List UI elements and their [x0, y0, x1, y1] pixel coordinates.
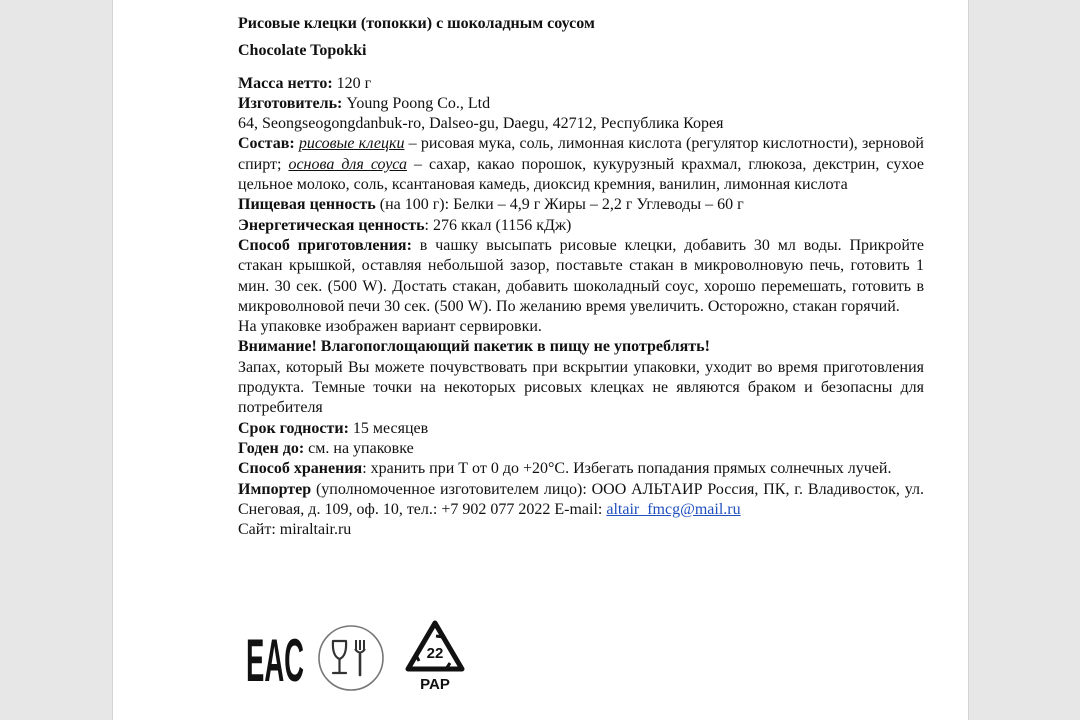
composition-part1-label: рисовые клецки	[298, 135, 405, 153]
storage	[238, 459, 924, 479]
warning	[238, 337, 924, 357]
shelf-life-label: Срок годности:	[238, 419, 349, 437]
product-subtitle: Chocolate Topokki	[238, 42, 367, 60]
energy-text: : 276 ккал (1156 кДж)	[424, 216, 572, 234]
manufacturer-address: 64, Seongseogongdanbuk-ro, Dalseo-gu, Daegu, 42712, Республика Корея	[238, 115, 724, 133]
shelf-life	[238, 419, 924, 439]
preparation-label: Способ приготовления:	[238, 236, 412, 254]
recycle-number: 22	[426, 645, 444, 662]
nutrition-label: Пищевая ценность	[238, 196, 376, 214]
recycle-pap-icon	[402, 617, 468, 693]
storage-text: : хранить при Т от 0 до +20°C. Избегать попадания прямых солнечных лучей.	[362, 460, 892, 478]
preparation-text: в чашку высыпать рисовые клецки, добавить 30 мл воды. Прикройте стакан крышкой, оставляя небольшой зазор, поставьте стакан в микроволновую печь, готовить 1 мин. 30 сек. (500 W). Достать стакан, добавить шоколадный соус, хорошо перемешать, готовить в микроволновой печи 30 сек. (500 W). По желанию время увеличить. Осторожно, стакан горячий.	[238, 236, 925, 315]
document-text	[238, 14, 924, 540]
net-mass-value: 120 г	[336, 74, 372, 92]
nutrition-text: (на 100 г): Белки – 4,9 г Жиры – 2,2 г Углеводы – 60 г	[375, 196, 744, 214]
site: Сайт: miraltair.ru	[238, 521, 352, 539]
importer	[238, 480, 924, 521]
composition-label: Состав:	[238, 135, 295, 153]
best-before	[238, 439, 924, 459]
importer-text: (уполномоченное изготовителем лицо): ООО АЛЬТАИР Россия, ПК, г. Владивосток, ул. Снеговая, д. 109, оф. 10, тел.: +7 902 077 2022 E-mail:	[238, 480, 924, 518]
composition-part2-text: – сахар, какао порошок, кукурузный крахмал, глюкоза, декстрин, сухое цельное молоко, соль, ксантановая камедь, диоксид кремния, ванилин, лимонная кислота	[238, 155, 925, 194]
composition-part2-label: основа для соуса	[288, 155, 407, 173]
eac-icon	[244, 623, 306, 694]
manufacturer-label: Изготовитель:	[238, 94, 343, 112]
certification-icons	[238, 621, 478, 701]
best-before-label: Годен до:	[238, 439, 305, 457]
net-mass	[238, 74, 924, 94]
net-mass-label: Масса нетто:	[238, 74, 333, 92]
warning-text: Внимание! Влагопоглощающий пакетик в пищу не употреблять!	[238, 338, 710, 356]
smell-note: Запах, который Вы можете почувствовать при вскрытии упаковки, уходит во время приготовления продукта. Темные точки на некоторых рисовых клецках не являются браком и безопасны для потребителя	[238, 358, 924, 417]
document-page	[112, 0, 969, 720]
composition	[238, 134, 924, 195]
eac-icon-text: EAC	[246, 627, 304, 694]
food-safe-icon	[316, 623, 386, 693]
energy	[238, 216, 924, 236]
nutrition	[238, 195, 924, 215]
storage-label: Способ хранения	[238, 460, 363, 478]
preparation	[238, 236, 924, 317]
importer-label: Импортер	[238, 480, 312, 498]
manufacturer-name: Young Poong Co., Ltd	[346, 94, 491, 112]
serving-note: На упаковке изображен вариант сервировки.	[238, 318, 542, 336]
product-title: Рисовые клецки (топокки) с шоколадным соусом	[238, 15, 595, 32]
best-before-value: см. на упаковке	[304, 439, 414, 457]
composition-part1-text: – рисовая мука, соль, лимонная кислота (регулятор кислотности), зерновой спирт;	[238, 135, 924, 173]
energy-label: Энергетическая ценность	[238, 216, 425, 234]
recycle-code: PAP	[420, 676, 450, 693]
shelf-life-value: 15 месяцев	[348, 419, 429, 437]
manufacturer	[238, 94, 924, 114]
importer-email-link[interactable]: altair_fmcg@mail.ru	[606, 500, 741, 518]
